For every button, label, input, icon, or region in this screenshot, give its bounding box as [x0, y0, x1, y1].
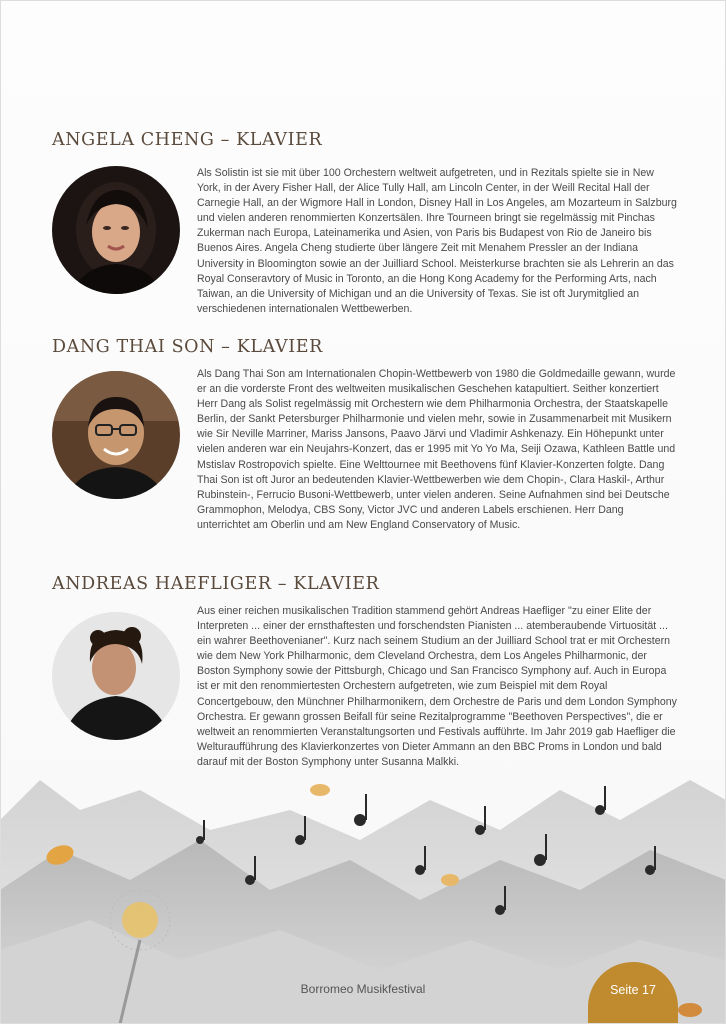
artist-section-angela-cheng: [52, 130, 682, 330]
artist-section-dang-thai-son: [52, 337, 682, 567]
artist-bio: Als Dang Thai Son am Internationalen Chopin-Wettbewerb von 1980 die Goldmedaille gewann, wurde er an die vorderste Front des weltweiten musikalischen Geschehen katapultiert. Seither konzertiert Herr Dang als Solist regelmässig mit Orchestern wie dem Philharmonia Orchestra, der Staatskapelle Berlin, der Sankt Petersburger Philharmonie und vielen mehr, sowie in Zusammenarbeit mit Musikern wie Sir Neville Marriner, Mariss Jansons, Paavo Järvi und Vladimir Ashkenazy. Ein Höhepunkt unter vielen anderen war ein Neujahrs-Konzert, das er 1995 mit Yo Yo Ma, Seiji Ozawa, Kathleen Battle und Mstislav Rostropovich spielte. Eine Welttournee mit Beethovens fünf Klavier-Konzerten folgte. Dang Thai Son ist oft Juror an bedeutenden Klavier-Wettbewerben wie dem Chopin-, Clara Haskil-, Arthur Rubinstein-, Ferrucio Busoni-Wettbewerb, unter vielen anderen. Seine Aufnahmen sind bei Deutsche Grammophon, Melodya, CBS Sony, Victor JVC und anderen Labels erschienen. Herr Dang unterrichtet am Oberlin und am New England Conservatory of Music.: [197, 368, 676, 531]
artist-portrait: [52, 612, 180, 740]
artist-portrait: [52, 371, 180, 499]
artist-portrait: [52, 166, 180, 294]
artist-heading: DANG THAI SON – KLAVIER: [52, 337, 323, 357]
artist-heading: ANGELA CHENG – KLAVIER: [52, 130, 323, 150]
artist-heading: ANDREAS HAEFLIGER – KLAVIER: [52, 574, 380, 594]
page-number-badge: Seite 17: [588, 962, 678, 1024]
footer-festival-name: Borromeo Musikfestival: [300, 982, 426, 996]
artist-bio: Aus einer reichen musikalischen Tradition stammend gehört Andreas Haefliger "zu einer Elite der Interpreten ... einer der ernsthaftesten und forschendsten Pianisten ... atemberaubende Virtuosität ... ein wahrer Beethovenianer". Kurz nach seinem Studium an der Juilliard School trat er mit Orchestern wie dem New York Philharmonic, dem Cleveland Orchestra, dem Los Angeles Philharmonic, der Boston Symphony sowie der Pittsburgh, Chicago und San Francisco Symphony auf. Auch in Europa ist er mit den renommiertesten Orchestern aufgetreten, wie zum Beispiel mit dem Royal Concertgebouw, den Münchner Philharmonikern, dem Orchestre de Paris und dem London Symphony Orchestra. Er gewann grossen Beifall für seine Rezitalprogramme "Beethoven Perspectives", die er weltweit an renommierten Veranstaltungsorten und Festivals aufführte. Im Jahr 2019 gab Haefliger die Welturaufführung des Klavierkonzertes von Dieter Ammann an den BBC Proms in London und bald darauf mit der Boston Symphony unter Susanna Malkki.: [197, 605, 677, 768]
artist-bio: Als Solistin ist sie mit über 100 Orchestern weltweit aufgetreten, und in Rezitals spielte sie in New York, in der Avery Fisher Hall, der Alice Tully Hall, am Lincoln Center, in der Weill Recital Hall der Carnegie Hall, an der Wigmore Hall in London, Disney Hall in Los Angeles, am Mozarteum in Salzburg und vielen anderen renommierten Konzertsälen. Ihre Tourneen bringt sie regelmässig mit Pinchas Zukerman nach Europa, Lateinamerika und Asien, von Paris bis Budapest von Rio de Janeiro bis Buenos Aires. Angela Cheng studierte über längere Zeit mit Menahem Pressler an der Indiana University in Bloomington sowie an der Juilliard School. Meisterkurse brachten sie als Lehrerin an das Royal Conseravtory of Music in Toronto, an die Hong Kong Academy for the Performing Arts, nach Taiwan, an die University of Michigan und an die University of Texas. Sie ist oft Jurymitglied an verschiedenen internationalen Wettbewerben.: [197, 167, 677, 315]
